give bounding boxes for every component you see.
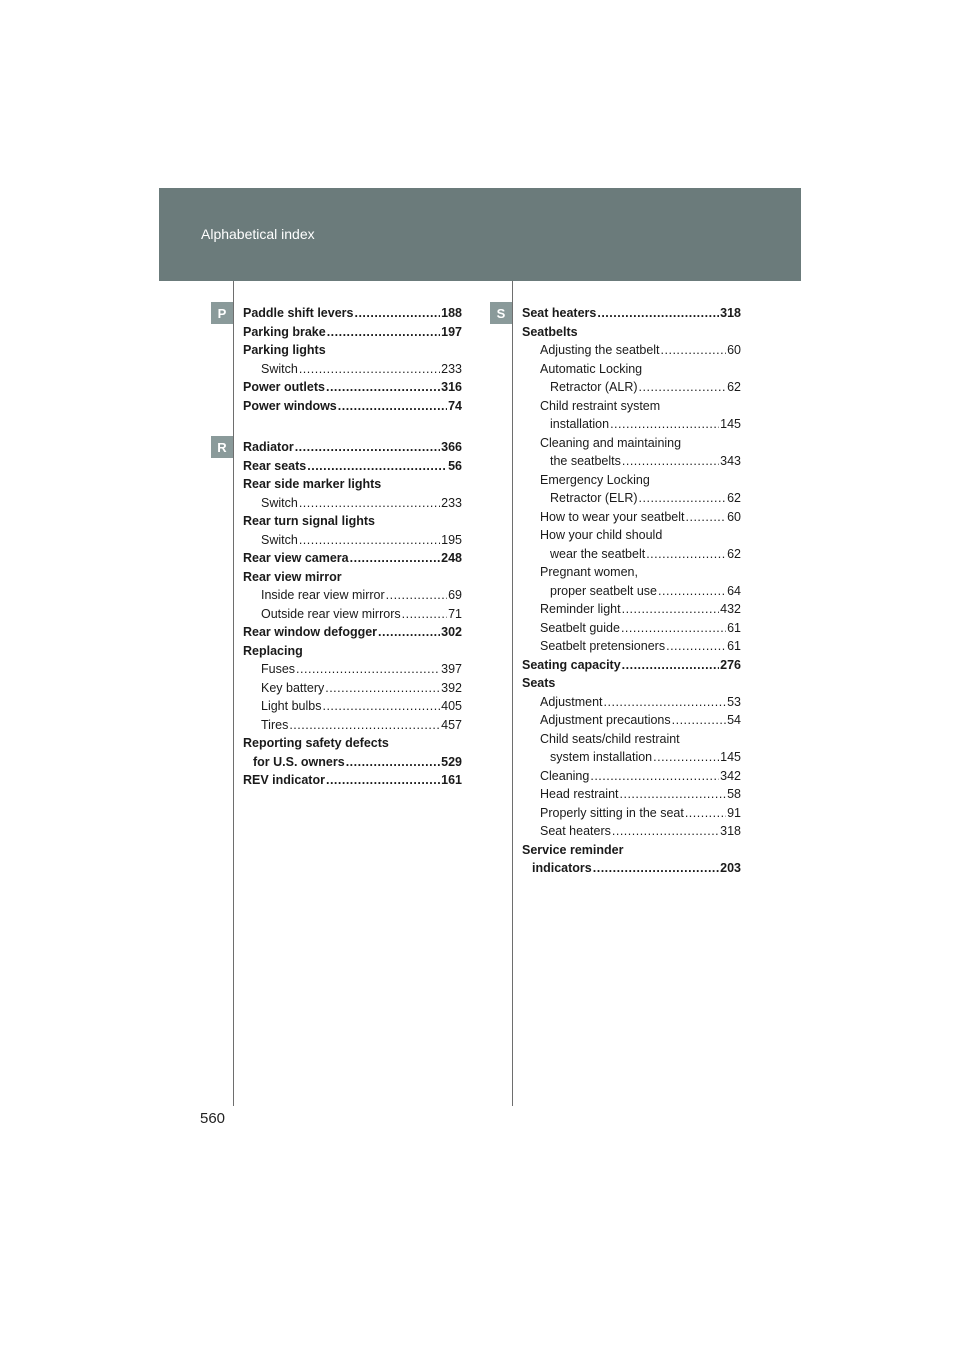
index-subentry: Pregnant women, (540, 565, 638, 579)
index-subentry: Adjustment precautions ..... 54 (522, 711, 741, 730)
index-entry: Parking lights (243, 343, 326, 357)
left-margin-rule (233, 281, 234, 1106)
index-entry: Reporting safety defects (243, 736, 389, 750)
index-subentry: Automatic Locking (540, 361, 643, 376)
index-entry: Seat heaters ..... 318 (522, 304, 741, 323)
index-entry: Seatbelts (522, 324, 578, 339)
index-entry: Service reminder (522, 842, 624, 857)
index-entry: Rear side marker lights (243, 477, 382, 491)
index-subentry: Child seats/child restraint (540, 731, 680, 746)
section-letter-r: R (211, 436, 233, 458)
index-subentry: Cleaning ..... 342 (522, 767, 741, 786)
column-divider (512, 281, 513, 1106)
section-r (243, 438, 462, 790)
page-number: 560 (200, 1110, 226, 1127)
section-letter-s: S (490, 302, 512, 324)
index-subentry-continued: the seatbelts ..... 343 (522, 452, 741, 471)
index-subentry: How to wear your seatbelt ..... 60 (522, 508, 741, 527)
index-entry: Seats (522, 676, 556, 690)
index-subentry: Reminder light ..... 432 (522, 600, 741, 619)
index-entry: Radiator ..... 366 (243, 438, 462, 457)
section-letter-p: P (211, 302, 233, 324)
index-subentry: Adjusting the seatbelt ..... 60 (522, 341, 741, 360)
index-subentry: How your child should (540, 528, 663, 542)
index-entry-continued: indicators ..... 203 (522, 859, 741, 878)
index-subentry: Tires ..... 457 (243, 716, 462, 735)
index-entry: Rear seats ..... 56 (243, 457, 462, 476)
index-entry: Power windows ..... 74 (243, 397, 462, 416)
index-entry: Power outlets ..... 316 (243, 378, 462, 397)
index-subentry-continued: wear the seatbelt ..... 62 (522, 545, 741, 564)
page-header (159, 188, 801, 281)
index-subentry: Properly sitting in the seat ..... 91 (522, 804, 741, 823)
index-subentry: Switch ..... 233 (243, 494, 462, 513)
index-subentry-continued: proper seatbelt use ..... 64 (522, 582, 741, 601)
index-subentry-continued: system installation ..... 145 (522, 748, 741, 767)
index-subentry: Switch ..... 195 (243, 531, 462, 550)
section-p (243, 304, 462, 415)
index-subentry: Head restraint ..... 58 (522, 785, 741, 804)
index-subentry: Child restraint system (540, 398, 661, 413)
index-subentry-continued: installation ..... 145 (522, 415, 741, 434)
index-entry: Replacing (243, 643, 303, 658)
index-subentry: Outside rear view mirrors ..... 71 (243, 605, 462, 624)
index-subentry: Emergency Locking (540, 472, 650, 487)
index-subentry: Key battery ..... 392 (243, 679, 462, 698)
index-subentry: Seatbelt guide ..... 61 (522, 619, 741, 638)
header-title: Alphabetical index (201, 226, 315, 242)
index-entry: Rear view camera ..... 248 (243, 549, 462, 568)
index-entry-continued: for U.S. owners ..... 529 (243, 753, 462, 772)
index-entry: Parking brake ..... 197 (243, 323, 462, 342)
index-subentry: Seatbelt pretensioners ..... 61 (522, 637, 741, 656)
index-entry: Seating capacity ..... 276 (522, 656, 741, 675)
index-entry: Rear turn signal lights (243, 514, 375, 528)
index-entry: Rear window defogger ..... 302 (243, 623, 462, 642)
index-subentry: Switch ..... 233 (243, 360, 462, 379)
index-subentry: Cleaning and maintaining (540, 435, 682, 450)
index-subentry-continued: Retractor (ALR) ..... 62 (522, 378, 741, 397)
index-subentry: Light bulbs ..... 405 (243, 697, 462, 716)
index-subentry: Fuses ..... 397 (243, 660, 462, 679)
index-entry: Rear view mirror (243, 569, 342, 584)
index-subentry: Seat heaters ..... 318 (522, 822, 741, 841)
index-subentry: Adjustment ..... 53 (522, 693, 741, 712)
index-subentry-continued: Retractor (ELR) ..... 62 (522, 489, 741, 508)
index-entry: REV indicator ..... 161 (243, 771, 462, 790)
index-entry: Paddle shift levers ..... 188 (243, 304, 462, 323)
section-s (522, 304, 741, 878)
index-subentry: Inside rear view mirror ..... 69 (243, 586, 462, 605)
